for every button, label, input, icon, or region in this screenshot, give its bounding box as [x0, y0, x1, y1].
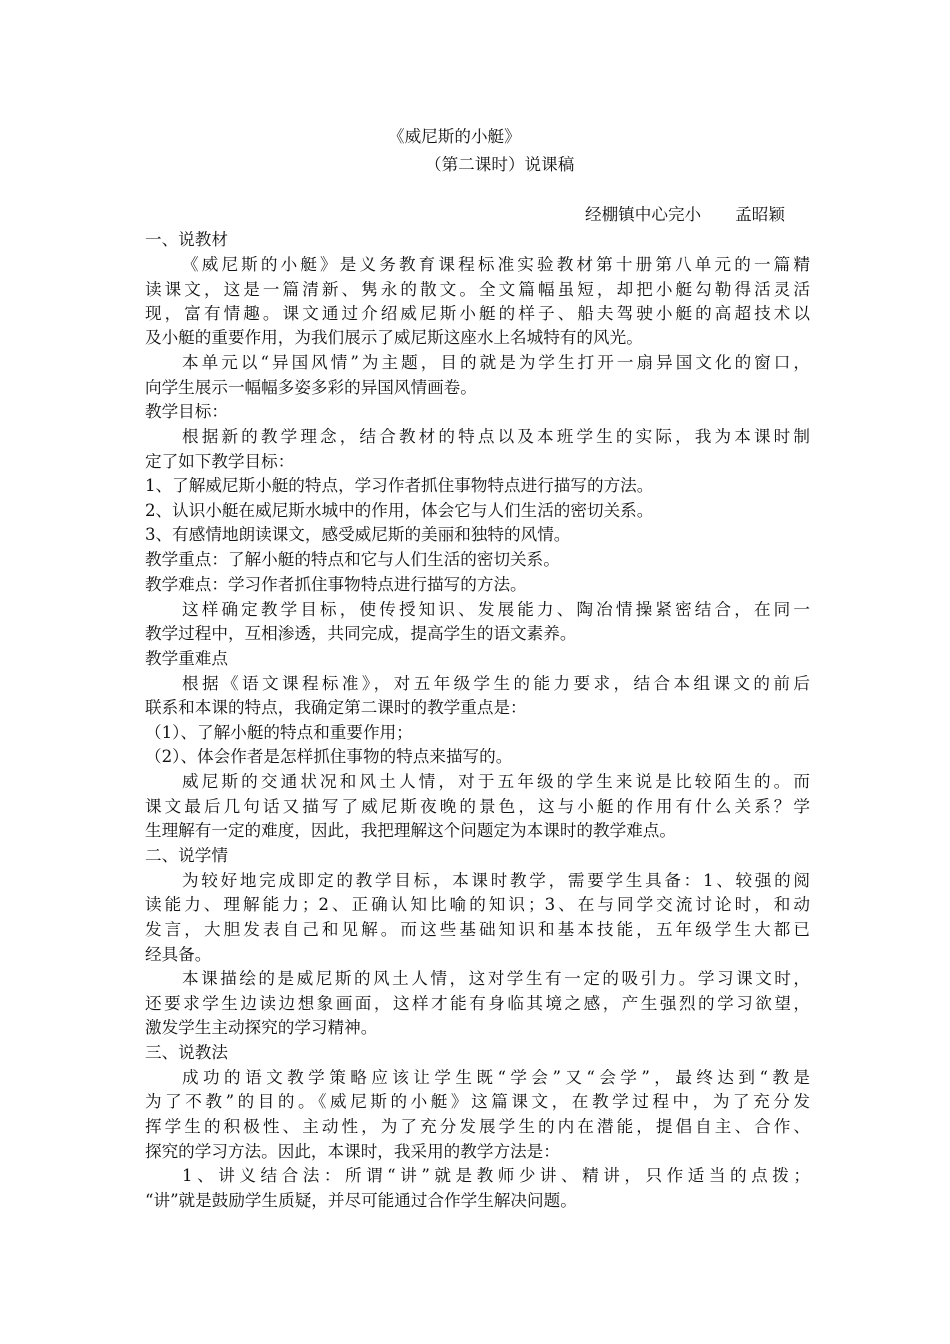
- paragraph-line: 这样确定教学目标，使传授知识、发展能力、陶冶情操紧密结合，在同一: [182, 600, 810, 619]
- paragraph-line: 教学过程中，互相渗透，共同完成，提高学生的语文素养。: [145, 624, 577, 643]
- paragraph-line: 向学生展示一幅幅多姿多彩的异国风情画卷。: [145, 378, 477, 397]
- paragraph-line: 为了不教”的目的。《威尼斯的小艇》这篇课文，在教学过程中，为了充分发: [145, 1092, 810, 1111]
- paragraph-line: 探究的学习方法。因此，本课时，我采用的教学方法是：: [145, 1142, 560, 1161]
- paragraph-line: 教学重点：了解小艇的特点和它与人们生活的密切关系。: [145, 550, 560, 569]
- school-name: 经棚镇中心完小: [585, 205, 702, 224]
- paragraph-line: 成功的语文教学策略应该让学生既“学会”又“会学”，最终达到“教是: [182, 1068, 810, 1087]
- list-item: （2）、体会作者是怎样抓住事物的特点来描写的。: [145, 747, 513, 766]
- paragraph-line: 及小艇的重要作用，为我们展示了威尼斯这座水上名城特有的风光。: [145, 328, 643, 347]
- paragraph-line: 挥学生的积极性、主动性，为了充分发展学生的内在潜能，提倡自主、合作、: [145, 1117, 810, 1136]
- section-heading: 二、说学情: [145, 846, 228, 865]
- paragraph-line: 读能力、理解能力；2、正确认知比喻的知识；3、在与同学交流讨论时，和动: [145, 895, 810, 914]
- author-name: 孟昭颖: [735, 205, 785, 224]
- paragraph-line: “讲”就是鼓励学生质疑，并尽可能通过合作学生解决问题。: [145, 1191, 577, 1210]
- paragraph-line: 还要求学生边读边想象画面，这样才能有身临其境之感，产生强烈的学习欲望，: [145, 994, 810, 1013]
- paragraph-line: 现，富有情趣。课文通过介绍威尼斯小艇的样子、船夫驾驶小艇的高超技术以: [145, 304, 810, 323]
- paragraph-line: 为较好地完成即定的教学目标，本课时教学，需要学生具备：1、较强的阅: [182, 871, 810, 890]
- paragraph-line: 根据《语文课程标准》，对五年级学生的能力要求，结合本组课文的前后: [182, 674, 810, 693]
- list-item: 3、有感情地朗读课文，感受威尼斯的美丽和独特的风情。: [145, 525, 571, 544]
- paragraph-line: 1、讲义结合法：所谓“讲”就是教师少讲、精讲，只作适当的点拨；: [182, 1166, 810, 1185]
- author-line: [0, 203, 950, 227]
- paragraph-line: 定了如下教学目标：: [145, 452, 295, 471]
- paragraph-line: 本课描绘的是威尼斯的风土人情，这对学生有一定的吸引力。学习课文时，: [182, 969, 810, 988]
- paragraph-line: 课文最后几句话又描写了威尼斯夜晚的景色，这与小艇的作用有什么关系？学: [145, 797, 810, 816]
- document-subtitle: （第二课时）说课稿: [425, 155, 575, 174]
- paragraph-line: 经具备。: [145, 945, 212, 964]
- paragraph-line: 教学难点：学习作者抓住事物特点进行描写的方法。: [145, 575, 527, 594]
- paragraph-line: 生理解有一定的难度，因此，我把理解这个问题定为本课时的教学难点。: [145, 821, 676, 840]
- section-heading: 教学重难点: [145, 649, 228, 668]
- paragraph-line: 激发学生主动探究的学习精神。: [145, 1018, 378, 1037]
- paragraph-line: 本单元以“异国风情”为主题，目的就是为学生打开一扇异国文化的窗口，: [182, 353, 810, 372]
- paragraph-line: 联系和本课的特点，我确定第二课时的教学重点是：: [145, 698, 527, 717]
- paragraph-line: 根据新的教学理念，结合教材的特点以及本班学生的实际，我为本课时制: [182, 427, 810, 446]
- list-item: （1）、了解小艇的特点和重要作用；: [145, 723, 413, 742]
- paragraph-line: 发言，大胆发表自己和见解。而这些基础知识和基本技能，五年级学生大都已: [145, 920, 810, 939]
- list-item: 1、了解威尼斯小艇的特点，学习作者抓住事物特点进行描写的方法。: [145, 476, 654, 495]
- document-title: 《威尼斯的小艇》: [388, 127, 521, 146]
- section-heading: 三、说教法: [145, 1043, 228, 1062]
- paragraph-line: 威尼斯的交通状况和风土人情，对于五年级的学生来说是比较陌生的。而: [182, 772, 810, 791]
- section-heading: 教学目标：: [145, 402, 228, 421]
- section-heading: 一、说教材: [145, 230, 228, 249]
- paragraph-line: 读课文，这是一篇清新、隽永的散文。全文篇幅虽短，却把小艇勾勒得活灵活: [145, 280, 810, 299]
- list-item: 2、认识小艇在威尼斯水城中的作用，体会它与人们生活的密切关系。: [145, 501, 654, 520]
- paragraph-line: 《威尼斯的小艇》是义务教育课程标准实验教材第十册第八单元的一篇精: [182, 255, 810, 274]
